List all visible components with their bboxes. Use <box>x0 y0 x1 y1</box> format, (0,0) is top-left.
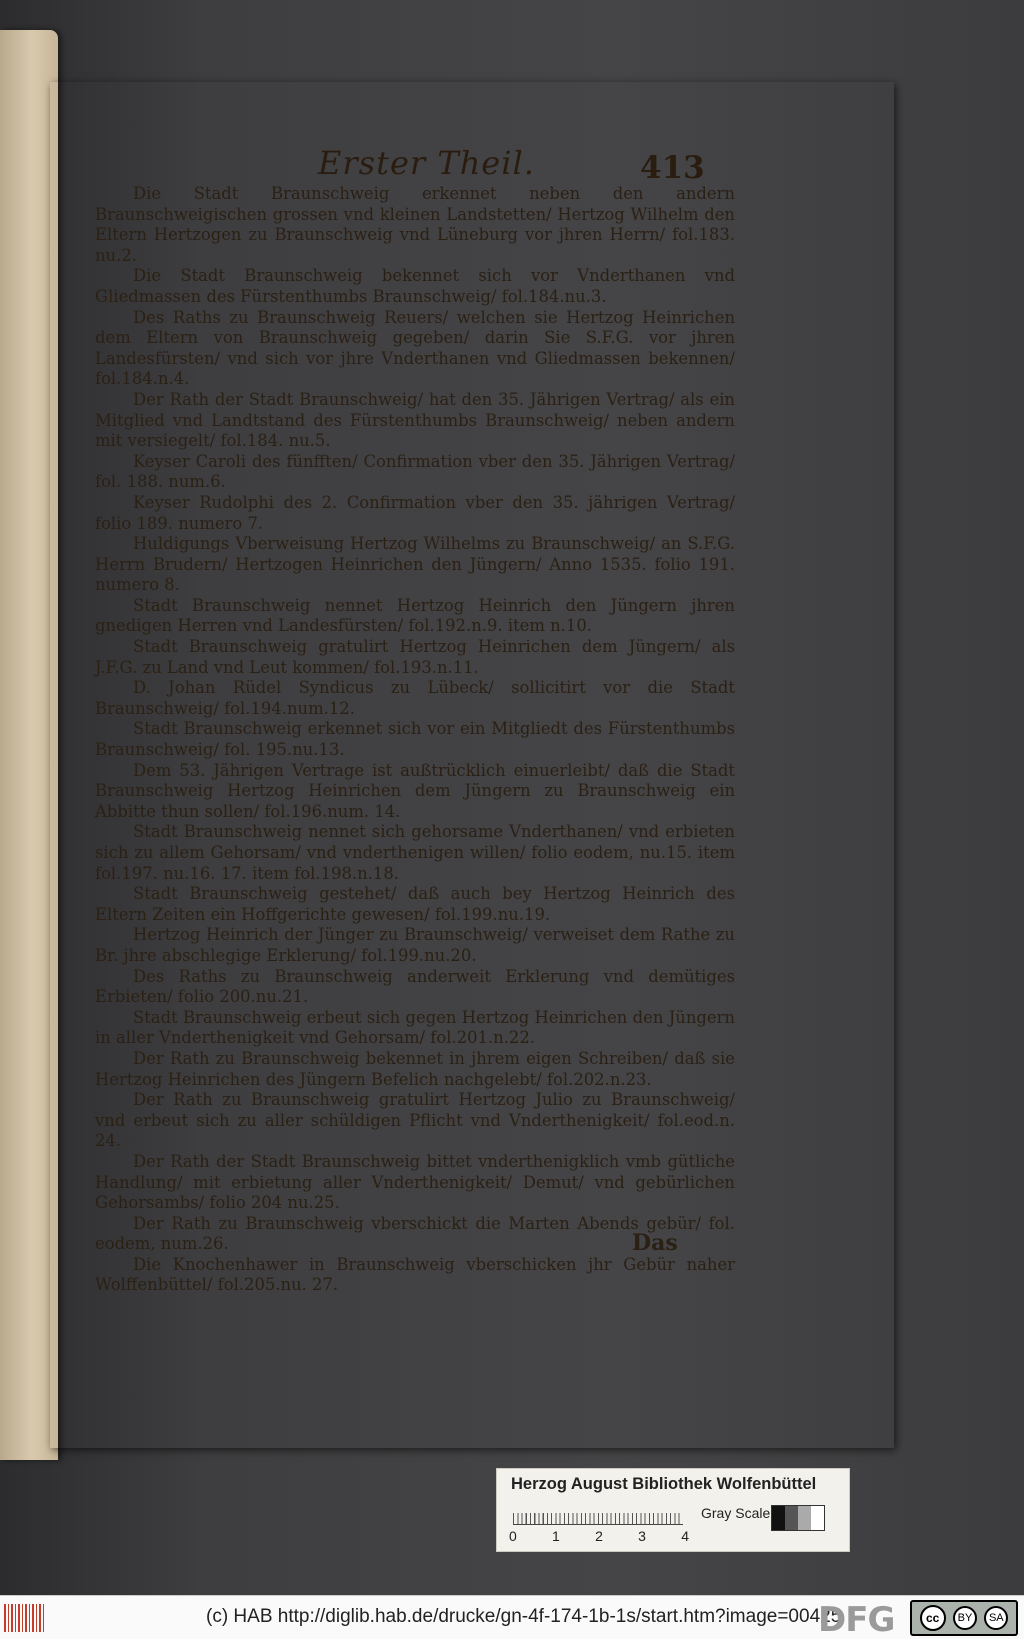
ruler-numbers <box>509 1528 689 1544</box>
index-entry: Die Stadt Braunschweig bekennet sich vor Vnderthanen vnd Gliedmassen des Fürstenthumbs Braunschweig/ fol.184.nu.3. <box>95 266 735 306</box>
ruler-number: 3 <box>638 1528 646 1544</box>
index-entry: Stadt Braunschweig gratulirt Hertzog Heinrichen dem Jüngern/ als J.F.G. zu Land vnd Leut kommen/ fol.193.n.11. <box>95 637 735 677</box>
index-entry: Stadt Braunschweig nennet Hertzog Heinrich den Jüngern jhren gnedigen Herren vnd Landesfürsten/ fol.192.n.9. item n.10. <box>95 595 735 636</box>
index-entry: Des Raths zu Braunschweig anderweit Erklerung vnd demütiges Erbieten/ folio 200.nu.21. <box>95 966 735 1007</box>
index-entry: Der Rath der Stadt Braunschweig bittet vnderthenigklich vmb gütliche Handlung/ mit erbietung aller Vnderthenigkeit/ Demut/ vnd gebürlichen Gehorsambs/ folio 204 nu.25. <box>95 1151 735 1213</box>
gray-scale-label: Gray Scale <box>701 1505 771 1521</box>
copyright-link[interactable]: (c) HAB http://diglib.hab.de/drucke/gn-4f-174-1b-1s/start.htm?image=00425 <box>206 1606 842 1627</box>
index-entry: Stadt Braunschweig nennet sich gehorsame Vnderthanen/ vnd erbieten sich zu allem Gehorsam/ vnd vnderthenigen willen/ folio eodem, nu.15. item fol.197. nu.16. 17. item fol.198.n.18. <box>95 822 735 883</box>
library-name: Herzog August Bibliothek Wolfenbüttel <box>511 1475 817 1493</box>
gray-scale-swatch <box>771 1505 825 1531</box>
page-number: 413 <box>640 150 705 186</box>
gray-swatch <box>798 1506 811 1530</box>
index-entry: Der Rath zu Braunschweig bekennet in jhrem eigen Schreiben/ daß sie Hertzog Heinrichen des Jüngern Befelich nachgelebt/ fol.202.n.23. <box>95 1048 735 1089</box>
by-icon: BY <box>953 1606 977 1630</box>
index-entry: Hertzog Heinrich der Jünger zu Braunschweig/ verweiset dem Rathe zu Br. jhre abschlegige Erklerung/ fol.199.nu.20. <box>95 925 735 965</box>
gray-swatch <box>772 1506 785 1530</box>
book-page <box>50 82 894 1448</box>
cc-license-badge[interactable] <box>910 1600 1018 1636</box>
index-entry: Keyser Rudolphi des 2. Confirmation vber den 35. jährigen Vertrag/ folio 189. numero 7. <box>95 492 735 533</box>
index-entry: Stadt Braunschweig erbeut sich gegen Hertzog Heinrichen den Jüngern in aller Vnderthenigkeit vnd Gehorsam/ fol.201.n.22. <box>95 1007 735 1048</box>
barcode-icon <box>4 1604 46 1632</box>
catchword: Das <box>632 1230 678 1256</box>
index-entry: D. Johan Rüdel Syndicus zu Lübeck/ sollicitirt vor die Stadt Braunschweig/ fol.194.num.12. <box>95 678 735 718</box>
gray-swatch <box>785 1506 798 1530</box>
index-entry: Die Stadt Braunschweig erkennet neben den andern Braunschweigischen grossen vnd kleinen Landstetten/ Hertzog Wilhelm den Eltern Hertzogen zu Braunschweig vnd Lüneburg vor jhren Herrn/ fol.183. nu.2. <box>95 184 735 265</box>
ruler-number: 4 <box>681 1528 689 1544</box>
index-entry: Der Rath zu Braunschweig gratulirt Hertzog Julio zu Braunschweig/ vnd erbeut sich zu aller schüldigen Pflicht vnd Vnderthenigkeit/ fol.eod.n. 24. <box>95 1090 735 1151</box>
sa-icon: SA <box>984 1606 1008 1630</box>
index-entry: Huldigungs Vberweisung Hertzog Wilhelms zu Braunschweig/ an S.F.G. Herrn Brudern/ Hertzogen Heinrichen den Jüngern/ Anno 1535. folio 191. numero 8. <box>95 534 735 595</box>
running-head: Erster Theil. <box>318 144 535 182</box>
index-entry: Stadt Braunschweig gestehet/ daß auch bey Hertzog Heinrich des Eltern Zeiten ein Hoffgerichte gewesen/ fol.199.nu.19. <box>95 884 735 924</box>
scale-ruler <box>513 1505 683 1525</box>
index-entry: Des Raths zu Braunschweig Reuers/ welchen sie Hertzog Heinrichen dem Eltern von Braunschweig gegeben/ darin Sie S.F.G. vor jhren Landesfürsten/ vnd sich vor jhre Vnderthanen vnd Gliedmassen bekennen/ fol.184.n.4. <box>95 307 735 389</box>
index-entry: Die Knochenhawer in Braunschweig vberschicken jhr Gebür naher Wolffenbüttel/ fol.205.nu. 27. <box>95 1254 735 1295</box>
index-entry: Der Rath zu Braunschweig vberschickt die Marten Abends gebür/ fol. eodem, num.26. <box>95 1213 735 1254</box>
ruler-number: 1 <box>552 1528 560 1544</box>
index-entry: Keyser Caroli des fünfften/ Confirmation vber den 35. Jährigen Vertrag/ fol. 188. num.6. <box>95 451 735 492</box>
index-entry: Der Rath der Stadt Braunschweig/ hat den 35. Jährigen Vertrag/ als ein Mitglied vnd Landtstand des Fürstenthumbs Braunschweig/ neben andern mit versiegelt/ fol.184. nu.5. <box>95 389 735 451</box>
index-entry: Stadt Braunschweig erkennet sich vor ein Mitgliedt des Fürstenthumbs Braunschweig/ fol. 195.nu.13. <box>95 719 735 760</box>
dfg-logo: DFG <box>818 1600 895 1639</box>
cc-icon: cc <box>920 1605 946 1631</box>
ruler-number: 0 <box>509 1528 517 1544</box>
ruler-number: 2 <box>595 1528 603 1544</box>
index-entry: Dem 53. Jährigen Vertrage ist außtrücklich einuerleibt/ daß die Stadt Braunschweig Hertzog Heinrichen dem Jüngern zu Braunschweig ein Abbitte thun sollen/ fol.196.num. 14. <box>95 760 735 821</box>
gray-swatch <box>811 1506 824 1530</box>
footer-bar <box>0 1595 1024 1639</box>
color-reference-card <box>496 1468 850 1552</box>
entry-list <box>95 184 735 1296</box>
